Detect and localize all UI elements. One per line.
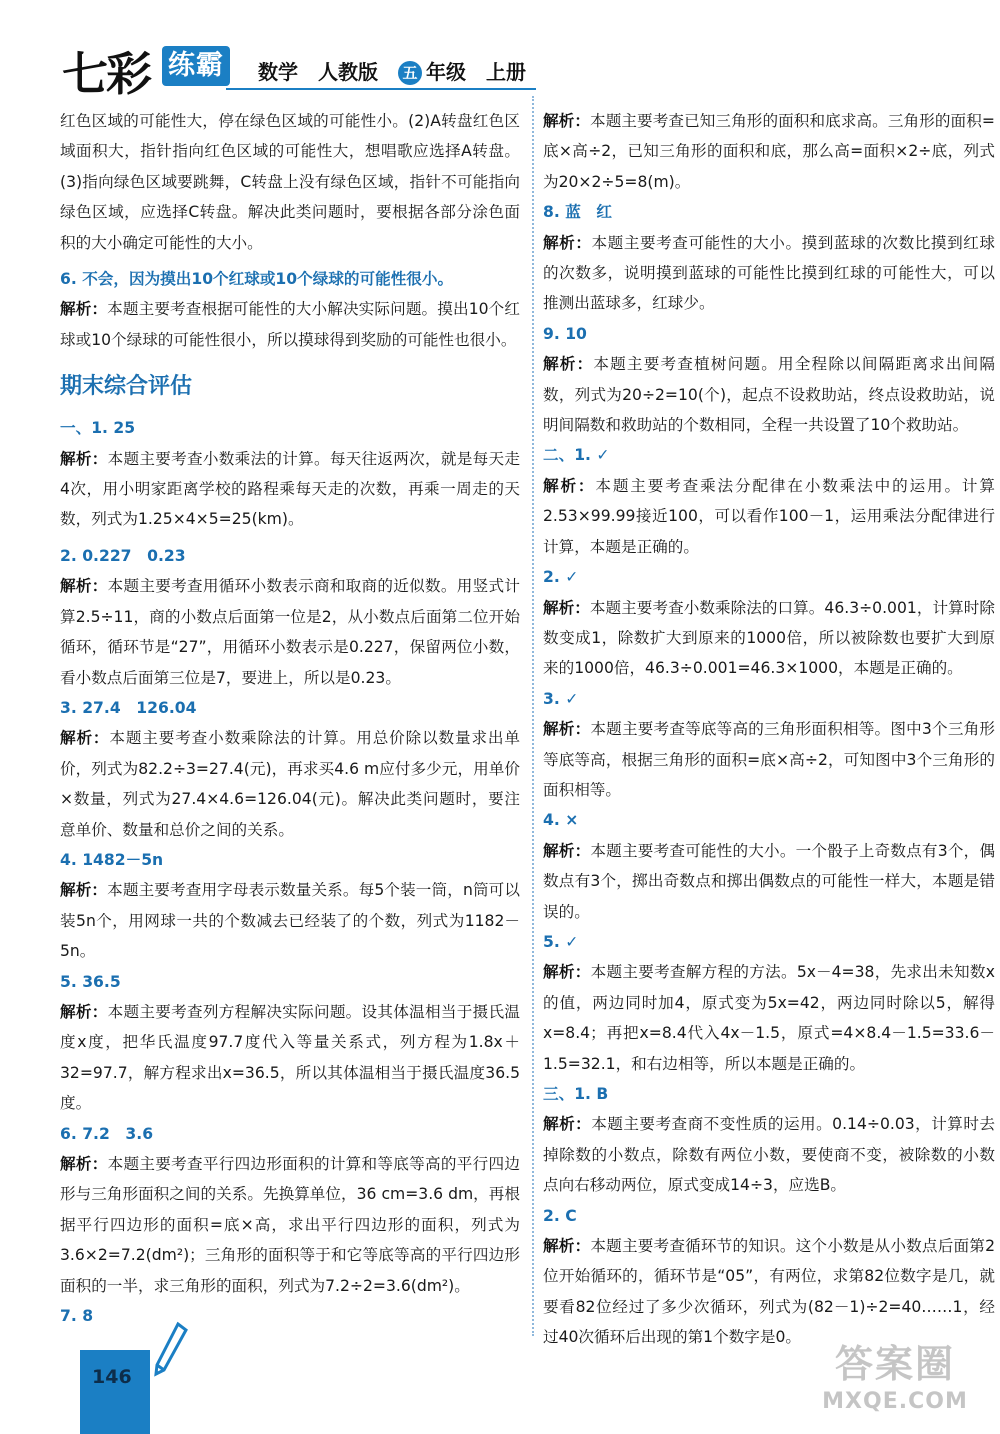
explanation-text: 本题主要考查用循环小数表示商和取商的近似数。用竖式计算2.5÷11，商的小数点后面第一位是2，从小数点后面第二位开始循环，循环节是“27”，用循环小数表示是0.227，保留两位小数，看小数点后面第三位是7，要进上，所以是0.23。: [60, 577, 520, 687]
explanation-3-2: [543, 1231, 995, 1353]
explanation-text: 本题主要考查已知三角形的面积和底求高。三角形的面积=底×高÷2，已知三角形的面积和底，那么高=面积×2÷底，列式为20×2÷5=8(m)。: [543, 112, 995, 191]
explanation-1-4: [60, 875, 520, 966]
explanation-text: 本题主要考查根据可能性的大小解决实际问题。摸出10个红球或10个绿球的可能性很小，所以摸球得到奖励的可能性也很小。: [60, 300, 520, 349]
explanation-text: 本题主要考查循环节的知识。这个小数是从小数点后面第2位开始循环的，循环节是“05”，有两位，求第82位数字是几，就要看82位经过了多少次循环，列式为(82－1)÷2=40……1，经过40次循环后出现的第1个数字是0。: [543, 1237, 995, 1347]
analysis-tag: 解析：: [543, 1237, 591, 1256]
explanation-2-4: [543, 836, 995, 927]
answer-1-4: 4. 1482－5n: [60, 850, 164, 869]
pencil-icon: [150, 1320, 190, 1380]
explanation-1-9: [543, 349, 995, 440]
page-number: 146: [92, 1366, 132, 1388]
explanation-text: 本题主要考查可能性的大小。摸到蓝球的次数比摸到红球的次数多，说明摸到蓝球的可能性比摸到红球的可能性大，可以推测出蓝球多，红球少。: [543, 233, 995, 313]
analysis-tag: 解析：: [543, 112, 591, 130]
explanation-1-3: [60, 723, 520, 845]
analysis-tag: 解析：: [60, 300, 108, 319]
analysis-tag: 解析：: [543, 841, 591, 860]
explanation-text: 本题主要考查植树问题。用全程除以间隔距离求出间隔数，列式为20÷2=10(个)，起点不设救助站，终点设救助站，说明间隔数和救助站的个数相同，全程一共设置了10个救助站。: [543, 355, 995, 435]
explanation-2-1: [543, 471, 995, 562]
analysis-tag: 解析：: [60, 1155, 108, 1173]
explanation-1-2: [60, 571, 520, 693]
explanation-text: 本题主要考查等底等高的三角形面积相等。图中3个三角形等底等高，根据三角形的面积=底×高÷2，可知图中3个三角形的面积相等。: [543, 720, 995, 799]
continued-explanation: 红色区域的可能性大，停在绿色区域的可能性小。(2)A转盘红色区域面积大，指针指向红色区域的可能性大，想唱歌应选择A转盘。(3)指向绿色区域要跳舞，C转盘上没有绿色区域，指针不可能指向绿色区域，应选择C转盘。解决此类问题时，要根据各部分涂色面积的大小确定可能性的大小。: [60, 112, 520, 252]
watermark-logo-text: 答案圈: [834, 1342, 955, 1386]
page-header: [0, 0, 1000, 100]
answer-1-3: 3. 27.4 126.04: [60, 698, 197, 717]
left-column: [60, 106, 520, 1331]
analysis-tag: 解析：: [543, 720, 591, 739]
answer-2-2: 2. ✓: [543, 568, 579, 587]
analysis-tag: 解析：: [60, 449, 108, 468]
book-info: [258, 56, 546, 85]
analysis-tag: 解析：: [60, 1002, 108, 1021]
header-underline: [226, 88, 536, 90]
watermark: [800, 1340, 990, 1430]
explanation-text: 本题主要考查小数乘除法的计算。用总价除以数量求出单价，列式为82.2÷3=27.4(元)，再求买4.6 m应付多少元，用单价×数量，列式为27.4×4.6=126.04(元)。解决此类问题时，要注意单价、数量和总价之间的关系。: [60, 729, 520, 839]
explanation-text: 本题主要考查列方程解决实际问题。设其体温相当于摄氏温度x度，把华氏温度97.7度代入等量关系式，列方程为1.8x＋32=97.7，解方程求出x=36.5，所以其体温相当于摄氏温度36.5度。: [60, 1002, 520, 1113]
answer-2-1: 二、1. ✓: [543, 446, 610, 465]
explanation-1-7: [543, 106, 995, 197]
analysis-tag: 解析：: [543, 963, 591, 982]
answer-1-2: 2. 0.227 0.23: [60, 546, 186, 565]
answer-1-8: 8. 蓝 红: [543, 203, 612, 222]
explanation-2-3: [543, 714, 995, 805]
explanation-3-1: [543, 1109, 995, 1200]
right-column: [543, 106, 995, 1353]
explanation-1-5: [60, 997, 520, 1119]
explanation-1-8: [543, 228, 995, 319]
explanation-text: 本题主要考查可能性的大小。一个骰子上奇数点有3个，偶数点有3个，掷出奇数点和掷出偶数点的可能性一样大，本题是错误的。: [543, 841, 995, 921]
answer-2-3: 3. ✓: [543, 689, 579, 708]
answer-3-1: 三、1. B: [543, 1085, 609, 1103]
answer-3-2: 2. C: [543, 1206, 577, 1225]
analysis-tag: 解析：: [543, 476, 596, 495]
explanation-2-5: [543, 957, 995, 1079]
edition-label: 人教版: [318, 60, 378, 84]
series-logo: 七彩: [62, 47, 150, 101]
analysis-tag: 解析：: [60, 881, 108, 900]
section-title: 期末综合评估: [60, 374, 193, 400]
column-divider: [532, 96, 534, 1336]
subject-label: 数学: [258, 60, 298, 84]
answer-1-5: 5. 36.5: [60, 972, 121, 991]
analysis-tag: 解析：: [543, 355, 594, 374]
explanation-1-1: [60, 444, 520, 535]
explanation-text: 本题主要考查用字母表示数量关系。每5个装一筒，n筒可以装5n个，用网球一共的个数减去已经装了的个数，列式为1182－5n。: [60, 881, 520, 961]
volume-label: 上册: [486, 60, 526, 84]
analysis-tag: 解析：: [543, 1115, 592, 1134]
explanation-text: 本题主要考查乘法分配律在小数乘法中的运用。计算2.53×99.99接近100，可以看作100－1，运用乘法分配律进行计算，本题是正确的。: [543, 476, 995, 556]
explanation-text: 本题主要考查小数乘除法的口算。46.3÷0.001，计算时除数变成1，除数扩大到原来的1000倍，所以被除数也要扩大到原来的1000倍，46.3÷0.001=46.3×1000，本题是正确的。: [543, 598, 995, 678]
explanation-text: 本题主要考查商不变性质的运用。0.14÷0.03，计算时去掉除数的小数点，除数有两位小数，要使商不变，被除数的小数点向右移动两位，原式变成14÷3，应选B。: [543, 1115, 995, 1195]
grade-number-badge: 五: [398, 61, 422, 85]
analysis-tag: 解析：: [60, 729, 110, 748]
explanation-text: 本题主要考查解方程的方法。5x－4=38，先求出未知数x的值，两边同时加4，原式变为5x=42，两边同时除以5，解得x=8.4；再把x=8.4代入4x－1.5，原式=4×8.4－1.5=33.6－1.5=32.1，和右边相等，所以本题是正确的。: [543, 963, 995, 1073]
analysis-tag: 解析：: [543, 598, 590, 617]
grade-label: 年级: [426, 60, 466, 84]
watermark-url: MXQE.COM: [822, 1389, 968, 1414]
analysis-tag: 解析：: [60, 577, 108, 596]
answer-2-5: 5. ✓: [543, 932, 579, 951]
answer-2-4: 4. ×: [543, 811, 579, 830]
analysis-tag: 解析：: [543, 233, 592, 252]
page-number-tab: [80, 1350, 150, 1434]
explanation-6: [60, 294, 520, 355]
answer-1-7: 7. 8: [60, 1307, 94, 1326]
explanation-text: 本题主要考查平行四边形面积的计算和等底等高的平行四边形与三角形面积之间的关系。先换算单位，36 cm=3.6 dm，再根据平行四边形的面积=底×高，求出平行四边形的面积，列式为3.6×2=7.2(dm²)；三角形的面积等于和它等底等高的平行四边形面积的一半，求三角形的面积，列式为7.2÷2=3.6(dm²)。: [60, 1155, 520, 1295]
explanation-1-6: [60, 1149, 520, 1301]
answer-1-1: 一、1. 25: [60, 419, 136, 438]
explanation-2-2: [543, 593, 995, 684]
answer-1-6: 6. 7.2 3.6: [60, 1124, 154, 1143]
answer-6: 6. 不会，因为摸出10个红球或10个绿球的可能性很小。: [60, 270, 454, 289]
answer-1-9: 9. 10: [543, 324, 587, 343]
series-logo-box: 练霸: [162, 46, 230, 86]
explanation-text: 本题主要考查小数乘法的计算。每天往返两次，就是每天走4次，用小明家距离学校的路程乘每天走的次数，再乘一周走的天数，列式为1.25×4×5=25(km)。: [60, 449, 520, 529]
